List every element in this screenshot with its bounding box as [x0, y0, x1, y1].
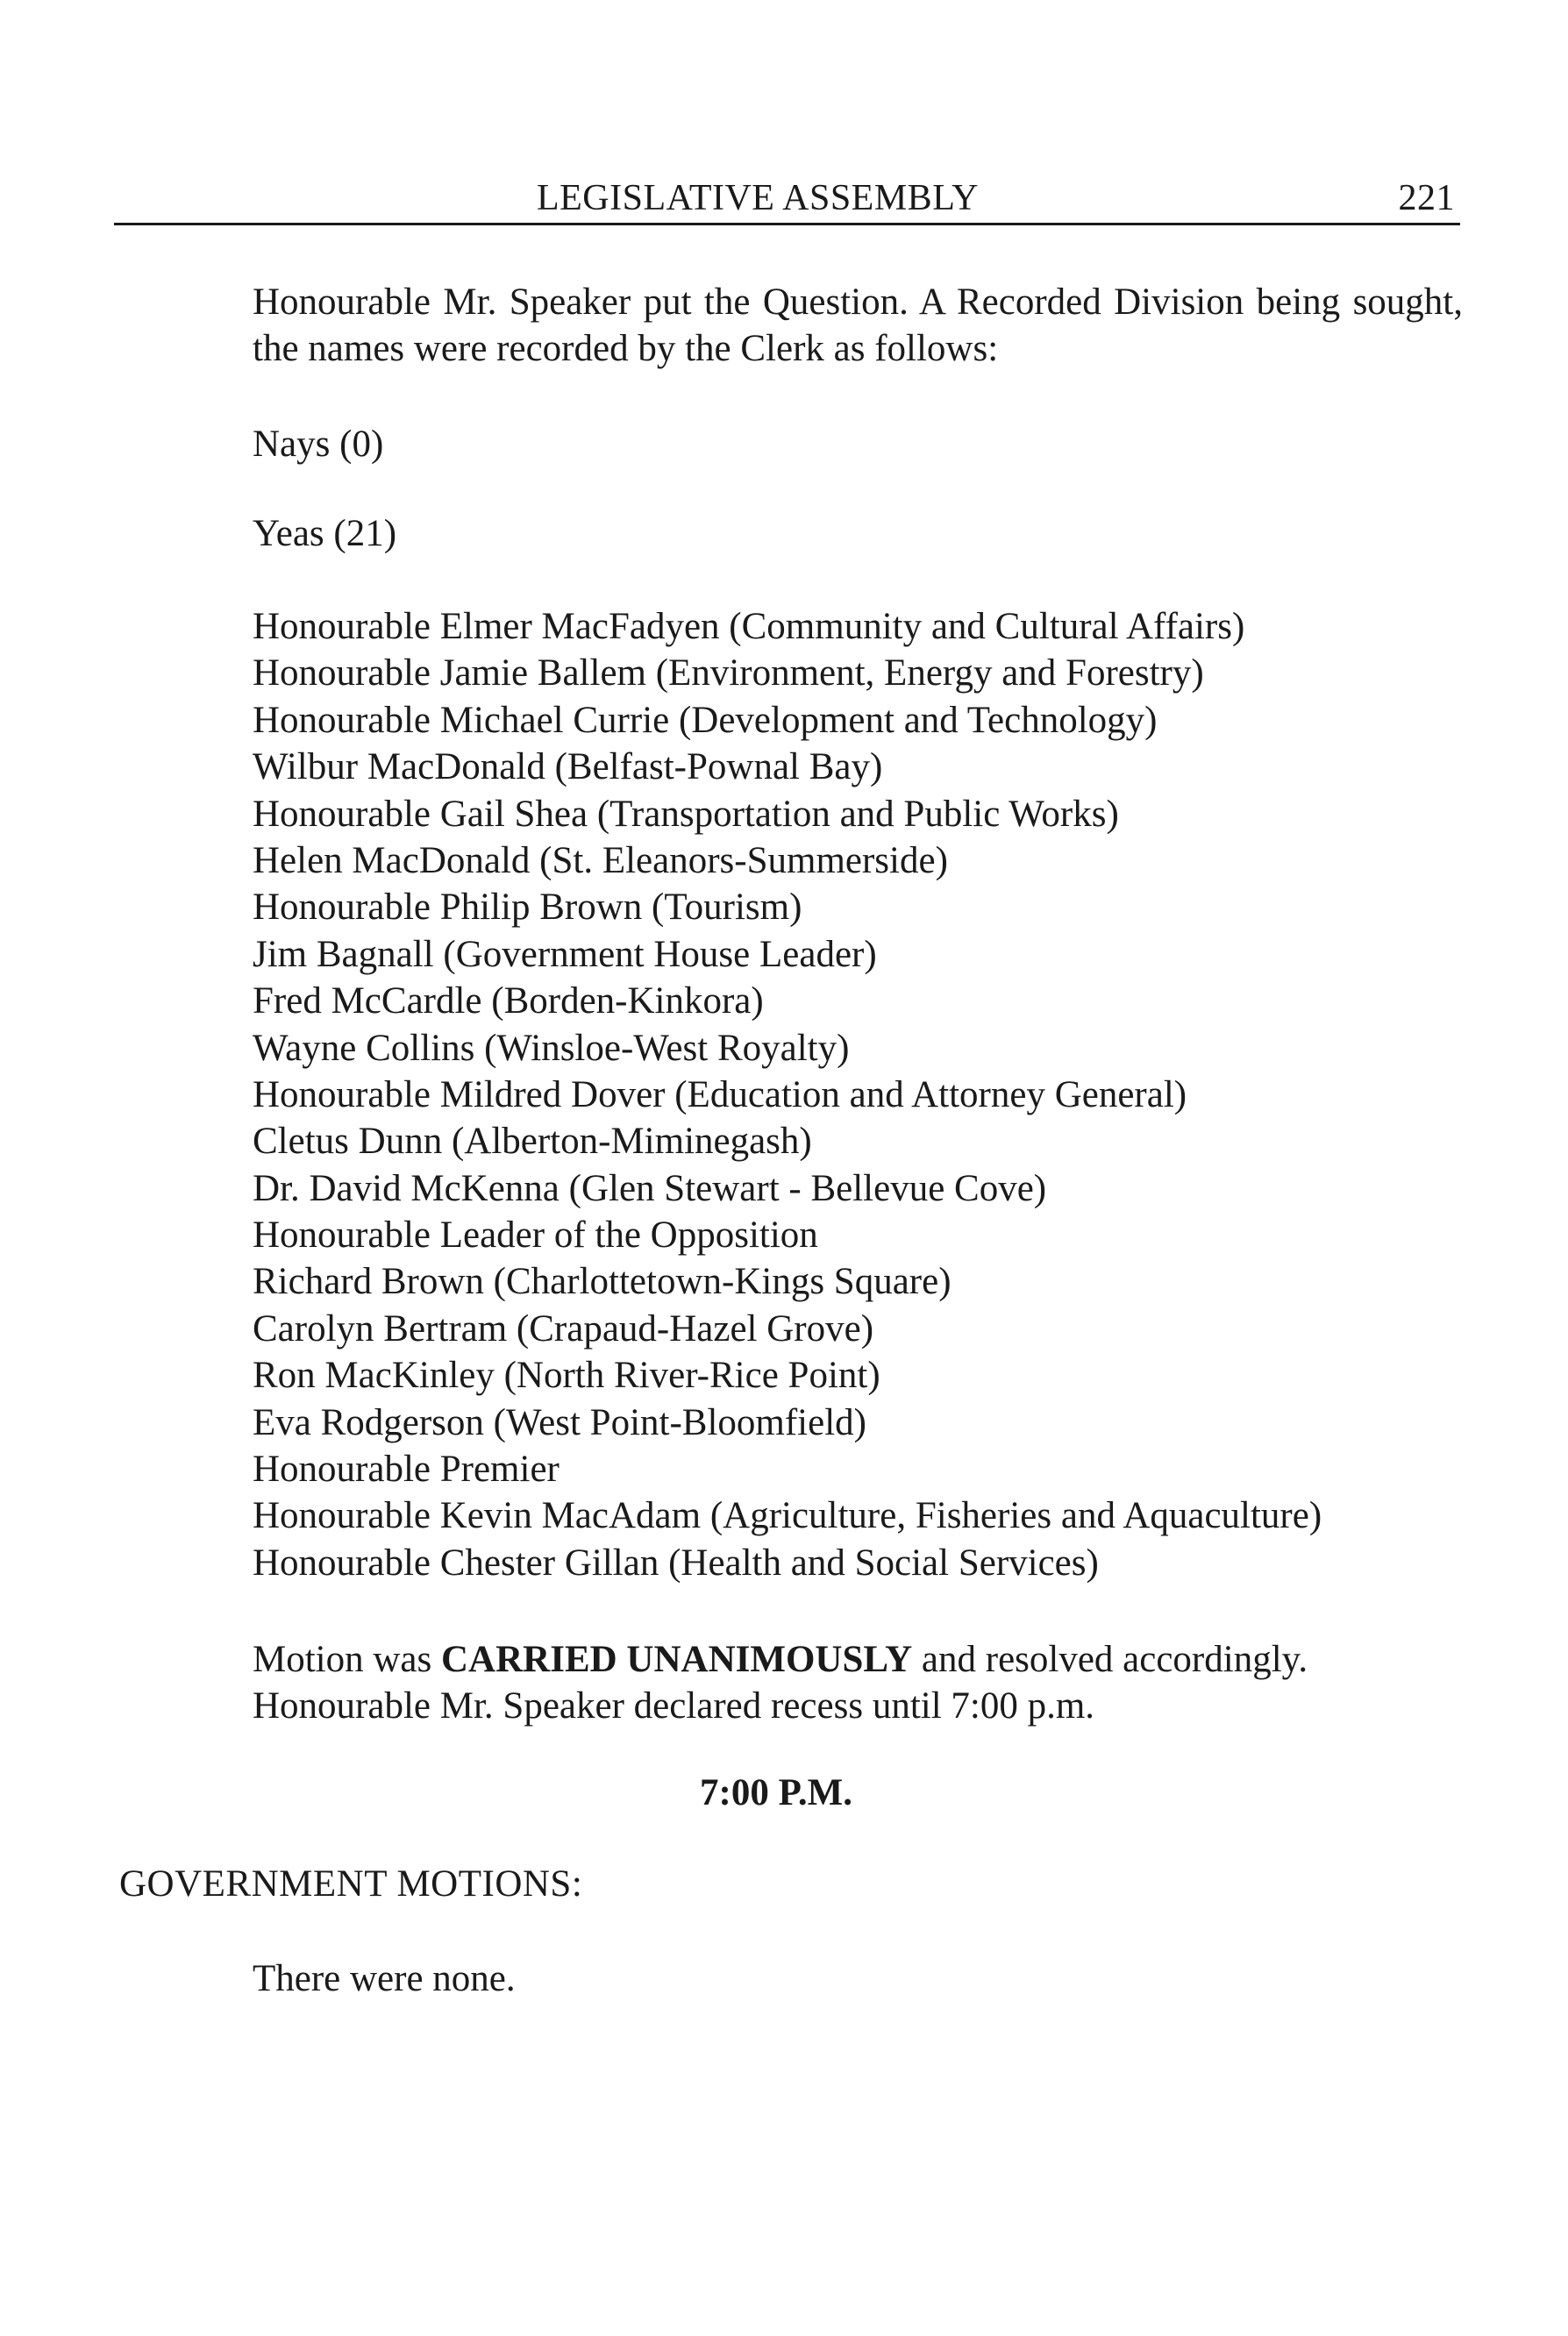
member-entry: Helen MacDonald (St. Eleanors-Summerside) — [253, 839, 948, 881]
nays-count: Nays (0) — [253, 424, 384, 465]
member-entry: Honourable Jamie Ballem (Environment, Energy and Forestry) — [253, 652, 1204, 694]
member-entry: Ron MacKinley (North River-Rice Point) — [253, 1355, 880, 1397]
member-entry: Honourable Michael Currie (Development and Technology) — [253, 699, 1158, 741]
page-number: 221 — [1398, 178, 1455, 218]
member-entry: Wilbur MacDonald (Belfast-Pownal Bay) — [253, 746, 883, 788]
member-entry: Honourable Kevin MacAdam (Agriculture, Fisheries and Aquaculture) — [253, 1495, 1322, 1537]
motion-emphasis: CARRIED UNANIMOUSLY — [441, 1639, 913, 1680]
member-entry: Honourable Leader of the Opposition — [253, 1214, 818, 1257]
section-heading: GOVERNMENT MOTIONS: — [119, 1863, 583, 1905]
time-heading: 7:00 P.M. — [700, 1772, 852, 1813]
header-title: LEGISLATIVE ASSEMBLY — [537, 178, 979, 218]
member-entry: Carolyn Bertram (Crapaud-Hazel Grove) — [253, 1307, 874, 1350]
member-entry: Jim Bagnall (Government House Leader) — [253, 933, 877, 975]
yeas-member-list — [253, 603, 1322, 1586]
header-rule — [114, 223, 1460, 225]
member-entry: Fred McCardle (Borden-Kinkora) — [253, 980, 764, 1022]
section-body: There were none. — [253, 1958, 516, 1999]
page-header — [114, 172, 1460, 224]
member-entry: Dr. David McKenna (Glen Stewart - Bellevue Cove) — [253, 1167, 1047, 1209]
member-entry: Wayne Collins (Winsloe-West Royalty) — [253, 1027, 850, 1069]
member-entry: Eva Rodgerson (West Point-Bloomfield) — [253, 1401, 866, 1443]
motion-suffix: and resolved accordingly. — [912, 1639, 1308, 1680]
recess-statement: Honourable Mr. Speaker declared recess until 7:00 p.m. — [253, 1685, 1095, 1727]
member-entry: Honourable Chester Gillan (Health and Social Services) — [253, 1542, 1099, 1584]
member-entry: Cletus Dunn (Alberton-Miminegash) — [253, 1121, 812, 1163]
member-entry: Honourable Elmer MacFadyen (Community and Cultural Affairs) — [253, 606, 1245, 647]
member-entry: Richard Brown (Charlottetown-Kings Square) — [253, 1261, 951, 1303]
member-entry: Honourable Premier — [253, 1449, 559, 1491]
member-entry: Honourable Mildred Dover (Education and Attorney General) — [253, 1073, 1187, 1115]
yeas-count: Yeas (21) — [253, 513, 397, 554]
intro-paragraph: Honourable Mr. Speaker put the Question. A Recorded Division being sought, the names were recorded by the Clerk as follows: — [253, 281, 1463, 369]
member-entry: Honourable Gail Shea (Transportation and Public Works) — [253, 793, 1119, 835]
motion-prefix: Motion was — [253, 1639, 441, 1680]
member-entry: Honourable Philip Brown (Tourism) — [253, 887, 802, 929]
motion-result — [253, 1636, 1308, 1683]
